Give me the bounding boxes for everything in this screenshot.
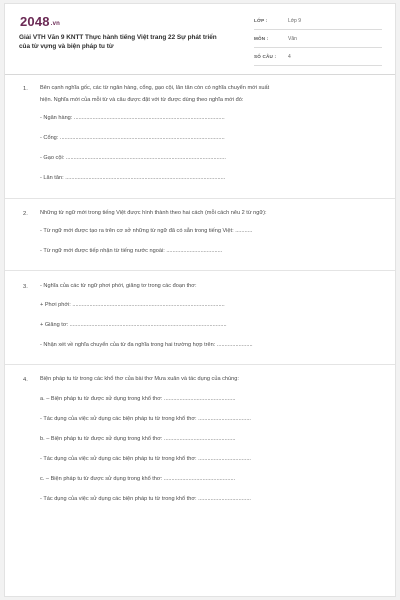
meta-label: MÔN : [254, 36, 269, 41]
document-title: Giải VTH Văn 9 KNTT Thực hành tiếng Việt trang 22 Sự phát triển của từ vựng và biện pháp tu từ [19, 34, 217, 50]
question-number: 2. [23, 211, 28, 217]
answer-line: - Ngân hàng: ................................................................................................. [40, 115, 225, 121]
meta-value: Văn [288, 36, 297, 42]
meta-row-subject [254, 32, 382, 48]
answer-line: c. – Biện pháp tu từ được sử dụng trong khổ thơ: .............................................. [40, 476, 236, 482]
question-number: 3. [23, 284, 28, 290]
meta-value: 4 [288, 54, 291, 60]
question-number: 4. [23, 377, 28, 383]
meta-label: LỚP : [254, 18, 268, 23]
answer-line: - Nhận xét về nghĩa chuyển của từ đa nghĩa trong hai trường hợp trên: ....................... [40, 342, 253, 348]
answer-line: - Tác dụng của việc sử dụng các biện pháp tu từ trong khổ thơ: .................................. [40, 416, 251, 422]
meta-fields [254, 14, 382, 68]
answer-line: b. – Biện pháp tu từ được sử dụng trong khổ thơ: .............................................. [40, 436, 236, 442]
worksheet-header [5, 4, 396, 72]
logo-main: 2048 [20, 14, 50, 29]
question-prompt: Bên cạnh nghĩa gốc, các từ ngân hàng, cổng, gạo cội, lân tân còn có nghĩa chuyển mới xuất [40, 85, 270, 91]
question-separator [5, 198, 396, 199]
question-prompt: Biện pháp tu từ trong các khổ thơ của bài thơ Mưa xuân và tác dụng của chúng: [40, 376, 239, 382]
question-prompt: - Nghĩa của các từ ngữ phơi phới, giăng tơ trong các đoạn thơ: [40, 283, 197, 289]
logo-suffix: .vn [50, 21, 61, 27]
meta-label: SỐ CÂU : [254, 54, 277, 59]
question-separator [5, 364, 396, 365]
question-prompt: hiện. Nghĩa mới của mỗi từ và câu được đặt với từ được dùng theo nghĩa mới đó: [40, 97, 244, 103]
answer-line: - Cổng: .......................................................................................................... [40, 135, 225, 141]
answer-line: - Từ ngữ mới được tạo ra trên cơ sở những từ ngữ đã có sẵn trong tiếng Việt: ........... [40, 228, 253, 234]
meta-row-class [254, 14, 382, 30]
answer-line: - Tác dụng của việc sử dụng các biện pháp tu từ trong khổ thơ: .................................. [40, 456, 251, 462]
answer-line: - Tác dụng của việc sử dụng các biện pháp tu từ trong khổ thơ: .................................. [40, 496, 251, 502]
question-number: 1. [23, 86, 28, 92]
site-logo[interactable] [20, 15, 60, 31]
meta-value: Lớp 9 [288, 18, 302, 24]
header-divider [5, 74, 396, 75]
answer-line: - Lân tân: ....................................................................................................... [40, 175, 226, 181]
answer-line: - Gạo cội: ....................................................................................................... [40, 155, 226, 161]
answer-line: a. – Biện pháp tu từ được sử dụng trong khổ thơ: .............................................. [40, 396, 236, 402]
answer-line: - Từ ngữ mới được tiếp nhận từ tiếng nước ngoài: .................................... [40, 248, 223, 254]
question-prompt: Những từ ngữ mới trong tiếng Việt được hình thành theo hai cách (mỗi cách nêu 2 từ ngữ): [40, 210, 267, 216]
answer-line: + Giăng tơ: ..................................................................................................... [40, 322, 227, 328]
answer-line: + Phơi phới: .................................................................................................. [40, 302, 225, 308]
question-separator [5, 270, 396, 271]
worksheet-page [4, 3, 396, 597]
meta-row-question-count [254, 50, 382, 66]
